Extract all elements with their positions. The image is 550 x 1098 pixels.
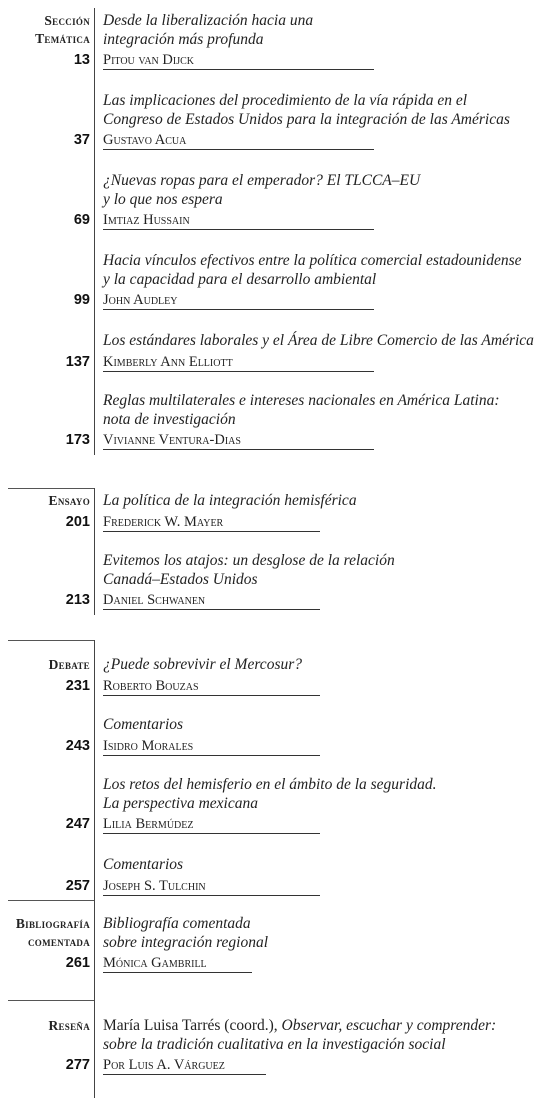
page-number: 213 [65,592,90,608]
entry-title-text: Los estándares laborales y el Área de Libre Comercio de las América [103,332,534,349]
section-label [0,12,90,48]
entry-title-line [103,934,543,953]
author-underline [103,229,374,230]
entry-title [103,92,543,129]
entry-title [103,12,543,49]
entry-title-line [103,252,543,271]
section-divider-horizontal [8,1000,94,1001]
author-underline [103,609,320,610]
entry-author: Por Luis A. Várguez [103,1057,225,1073]
entry-title-text: ¿Puede sobrevivir el Mercosur? [103,656,303,673]
page-number: 173 [65,432,90,448]
entry-title-line [103,271,543,290]
entry-title-text: Comentarios [103,716,184,733]
author-underline [103,149,374,150]
entry-author: Imtiaz Hussain [103,212,190,228]
section-divider-vertical [94,640,95,900]
entry-title-line [103,492,543,511]
entry-author: Joseph S. Tulchin [103,877,206,894]
entry-title-line [103,776,543,795]
author-underline [103,833,320,834]
entry-title-line [103,332,543,351]
section-divider-vertical [94,1000,95,1098]
entry-title-text: ¿Nuevas ropas para el emperador? El TLCCA–EU [103,172,421,189]
entry-author: Vivianne Ventura-Dias [103,432,241,448]
entry-title-line [103,12,543,31]
entry-author: Pitou van Dijck [103,52,194,68]
entry-title [103,252,543,289]
entry-title-text: y lo que nos espera [103,190,223,208]
author-underline [103,69,374,70]
entry-title-text: sobre la tradición cualitativa en la investigación social [103,1035,446,1053]
section-divider-horizontal [8,640,94,641]
page-number: 257 [65,877,90,894]
section-label-line: Temática [35,31,90,46]
entry-title-line [103,856,543,875]
entry-title-line [103,92,543,111]
entry-title-text: Canadá–Estados Unidos [103,570,258,588]
entry-title-text: sobre integración regional [103,933,269,951]
author-underline [103,371,374,372]
entry-title-line [103,111,543,130]
entry-title [103,172,543,209]
entry-title [103,492,543,511]
entry-title-text: Evitemos los atajos: un desglose de la relación [103,552,395,569]
entry-title-text: Reglas multilaterales e intereses nacionales en América Latina: [103,392,500,409]
page-number: 69 [73,212,90,228]
entry-title-text: Las implicaciones del procedimiento de la vía rápida en el [103,92,468,109]
entry-title-line [103,411,543,430]
section-divider-horizontal [8,488,94,489]
entry-title-line [103,172,543,191]
author-underline [103,1074,266,1075]
entry-title-text: Comentarios [103,856,184,873]
entry-author: Gustavo Acua [103,132,187,148]
entry-author: Kimberly Ann Elliott [103,353,233,370]
entry-title-line [103,915,543,934]
entry-title-text: y la capacidad para el desarrollo ambiental [103,270,377,288]
section-label-line: Bibliografía [15,916,90,931]
entry-title-line [103,1017,543,1036]
page-number: 277 [65,1057,90,1073]
author-underline [103,895,320,896]
entry-author: Mónica Gambrill [103,955,207,971]
entry-title-text: Observar, escuchar y comprender: [281,1017,497,1034]
entry-author: Lilia Bermúdez [103,816,194,832]
page-number: 201 [65,513,90,530]
entry-title-line [103,716,543,735]
page-number: 99 [73,292,90,308]
page-number: 243 [65,737,90,754]
page-number: 137 [65,353,90,370]
section-label-line: Sección [44,13,90,28]
section-divider-vertical [94,8,95,455]
entry-title-line [103,1036,543,1055]
author-underline [103,449,374,450]
section-label [0,492,90,510]
entry-author: Frederick W. Mayer [103,513,224,530]
author-underline [103,531,320,532]
entry-title-line [103,571,543,590]
entry-title-line [103,795,543,814]
section-label [0,915,90,951]
entry-title-text: nota de investigación [103,410,236,428]
entry-title-prefix: María Luisa Tarrés (coord.), [103,1017,282,1034]
entry-author: Isidro Morales [103,737,194,754]
entry-title-line [103,552,543,571]
page-number: 247 [65,816,90,832]
section-label-line: comentada [27,934,90,949]
author-underline [103,755,320,756]
page-number: 37 [73,132,90,148]
entry-title-line [103,392,543,411]
entry-author: Roberto Bouzas [103,677,199,694]
entry-title-line [103,656,543,675]
section-label [0,656,90,674]
entry-title-text: Los retos del hemisferio en el ámbito de la seguridad. [103,776,437,793]
page-number: 261 [65,955,90,971]
entry-title [103,392,543,429]
section-label [0,1017,90,1035]
entry-title-text: Congreso de Estados Unidos para la integración de las Américas [103,110,510,128]
section-divider-horizontal [8,900,94,901]
entry-title-text: Desde la liberalización hacia una [103,12,314,29]
page-number: 13 [73,52,90,68]
entry-author: Daniel Schwanen [103,592,206,608]
entry-title [103,332,543,351]
section-label-line: Reseña [48,1018,90,1033]
entry-author: John Audley [103,292,178,308]
entry-title-text: Hacia vínculos efectivos entre la política comercial estadounidense [103,252,522,269]
section-divider-vertical [94,900,95,1000]
page-number: 231 [65,677,90,694]
entry-title-line [103,191,543,210]
entry-title [103,656,543,675]
entry-title [103,1017,543,1054]
entry-title [103,716,543,735]
entry-title-text: La perspectiva mexicana [103,794,258,812]
entry-title-text: La política de la integración hemisférica [103,492,357,509]
entry-title-line [103,31,543,50]
section-label-line: Ensayo [48,493,90,508]
entry-title [103,915,543,952]
entry-title [103,552,543,589]
author-underline [103,972,252,973]
entry-title-text: Bibliografía comentada [103,915,251,932]
section-divider-vertical [94,488,95,615]
entry-title-text: integración más profunda [103,30,264,48]
author-underline [103,309,374,310]
entry-title [103,776,543,813]
author-underline [103,695,320,696]
section-label-line: Debate [48,657,90,672]
entry-title [103,856,543,875]
